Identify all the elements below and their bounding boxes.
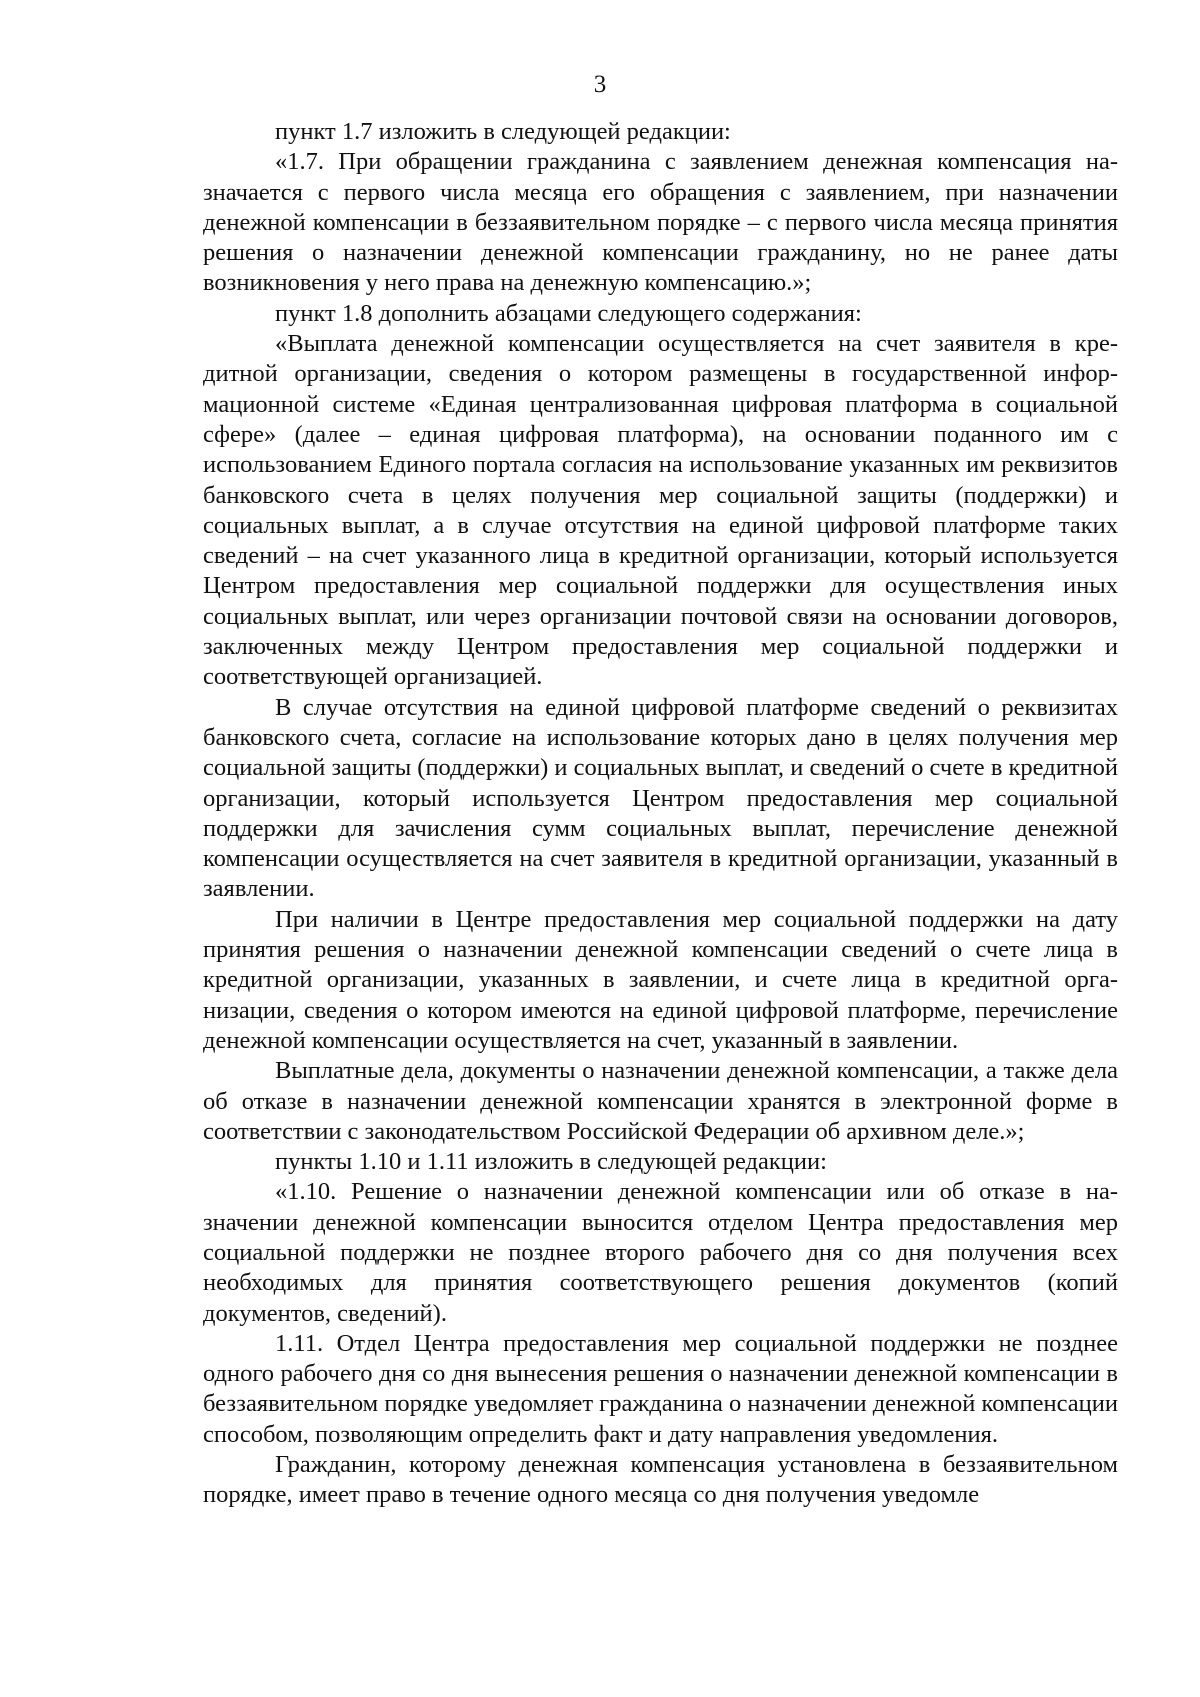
paragraph-account-in-application: При наличии в Центре предоставления мер социальной поддержки на дату принятия решения о назначении денежной компенсации сведений о счете лица в кредитной организации, указанных в заявлении, и счете лица в кредитной организации, сведения о котором имеются на единой цифровой платформе, перечисление денежной компенсации осуществляется на счет, указанный в заявлении. [203, 905, 1118, 1054]
paragraph-amend-1-8-intro: пункт 1.8 дополнить абзацами следующего содержания: [275, 299, 862, 327]
paragraph-clause-1-10: «1.10. Решение о назначении денежной компенсации или об отказе в назначении денежной компенсации выносится отделом Центра предоставления мер социальной поддержки не позднее второго рабочего дня со дня получения всех необходимых для принятия соответствующего решения документов (копий документов, сведений). [203, 1178, 1118, 1327]
paragraph-citizen-rights: Гражданин, которому денежная компенсация установлена в беззаявительном порядке, имеет право в течение одного месяца со дня получения уведомле [203, 1451, 1118, 1509]
paragraph-no-bank-details: В случае отсутствия на единой цифровой платформе сведений о реквизитах банковского счета, согласие на использование которых дано в целях получения мер социальной защиты (поддержки) и социальных выплат, и сведений о счете в кредитной организации, который используется Центром предоставления мер социальной поддержки для зачисления сумм социальных выплат, перечисление денежной компенсации осуществляется на счет заявителя в кредитной организации, указанный в заявлении. [203, 693, 1118, 903]
paragraph-electronic-storage: Выплатные дела, документы о назначении денежной компенсации, а также дела об отказе в назначении денежной компенсации хранятся в электронной форме в соответствии с законодательством Российской Федерации об архивном деле.»; [203, 1057, 1118, 1145]
paragraph-clause-1-7: «1.7. При обращении гражданина с заявлением денежная компенсация назначается с первого числа месяца его обращения с заявлением, при назначении денежной компенсации в беззаявительном порядке – с первого числа месяца принятия решения о назначении денежной компенсации гражданину, но не ранее даты возникновения у него права на денежную компенсацию.»; [203, 148, 1118, 297]
paragraph-amend-1-7-intro: пункт 1.7 изложить в следующей редакции: [275, 118, 731, 145]
paragraph-amend-1-10-1-11-intro: пункты 1.10 и 1.11 изложить в следующей редакции: [275, 1148, 827, 1176]
page-number: 3 [593, 71, 607, 98]
paragraph-clause-1-11: 1.11. Отдел Центра предоставления мер социальной поддержки не позднее одного рабочего дня со дня вынесения решения о назначении денежной компенсации в беззаявительном порядке уведомляет гражданина о назначении денежной компенсации способом, позволяющим определить факт и дату направления уведомления. [203, 1329, 1118, 1448]
paragraph-payment-account: «Выплата денежной компенсации осуществляется на счет заявителя в кредитной организации, сведения о котором размещены в государственной информационной системе «Единая централизованная цифровая платформа в социальной сфере» (далее – единая цифровая платформа), на основании поданного им с использованием Единого портала согласия на использование указанных им реквизитов банковского счета в целях получения мер социальной защиты (поддержки) и социальных выплат, а в случае отсутствия на единой цифровой платформе таких сведений – на счет указанного лица в кредитной организации, который используется Центром предоставления мер социальной поддержки для осуществления иных социальных выплат, или через организации почтовой связи на основании договоров, заключенных между Центром предоставления мер социальной поддержки и соответствующей организацией. [203, 330, 1118, 691]
document-body [203, 117, 1118, 1511]
